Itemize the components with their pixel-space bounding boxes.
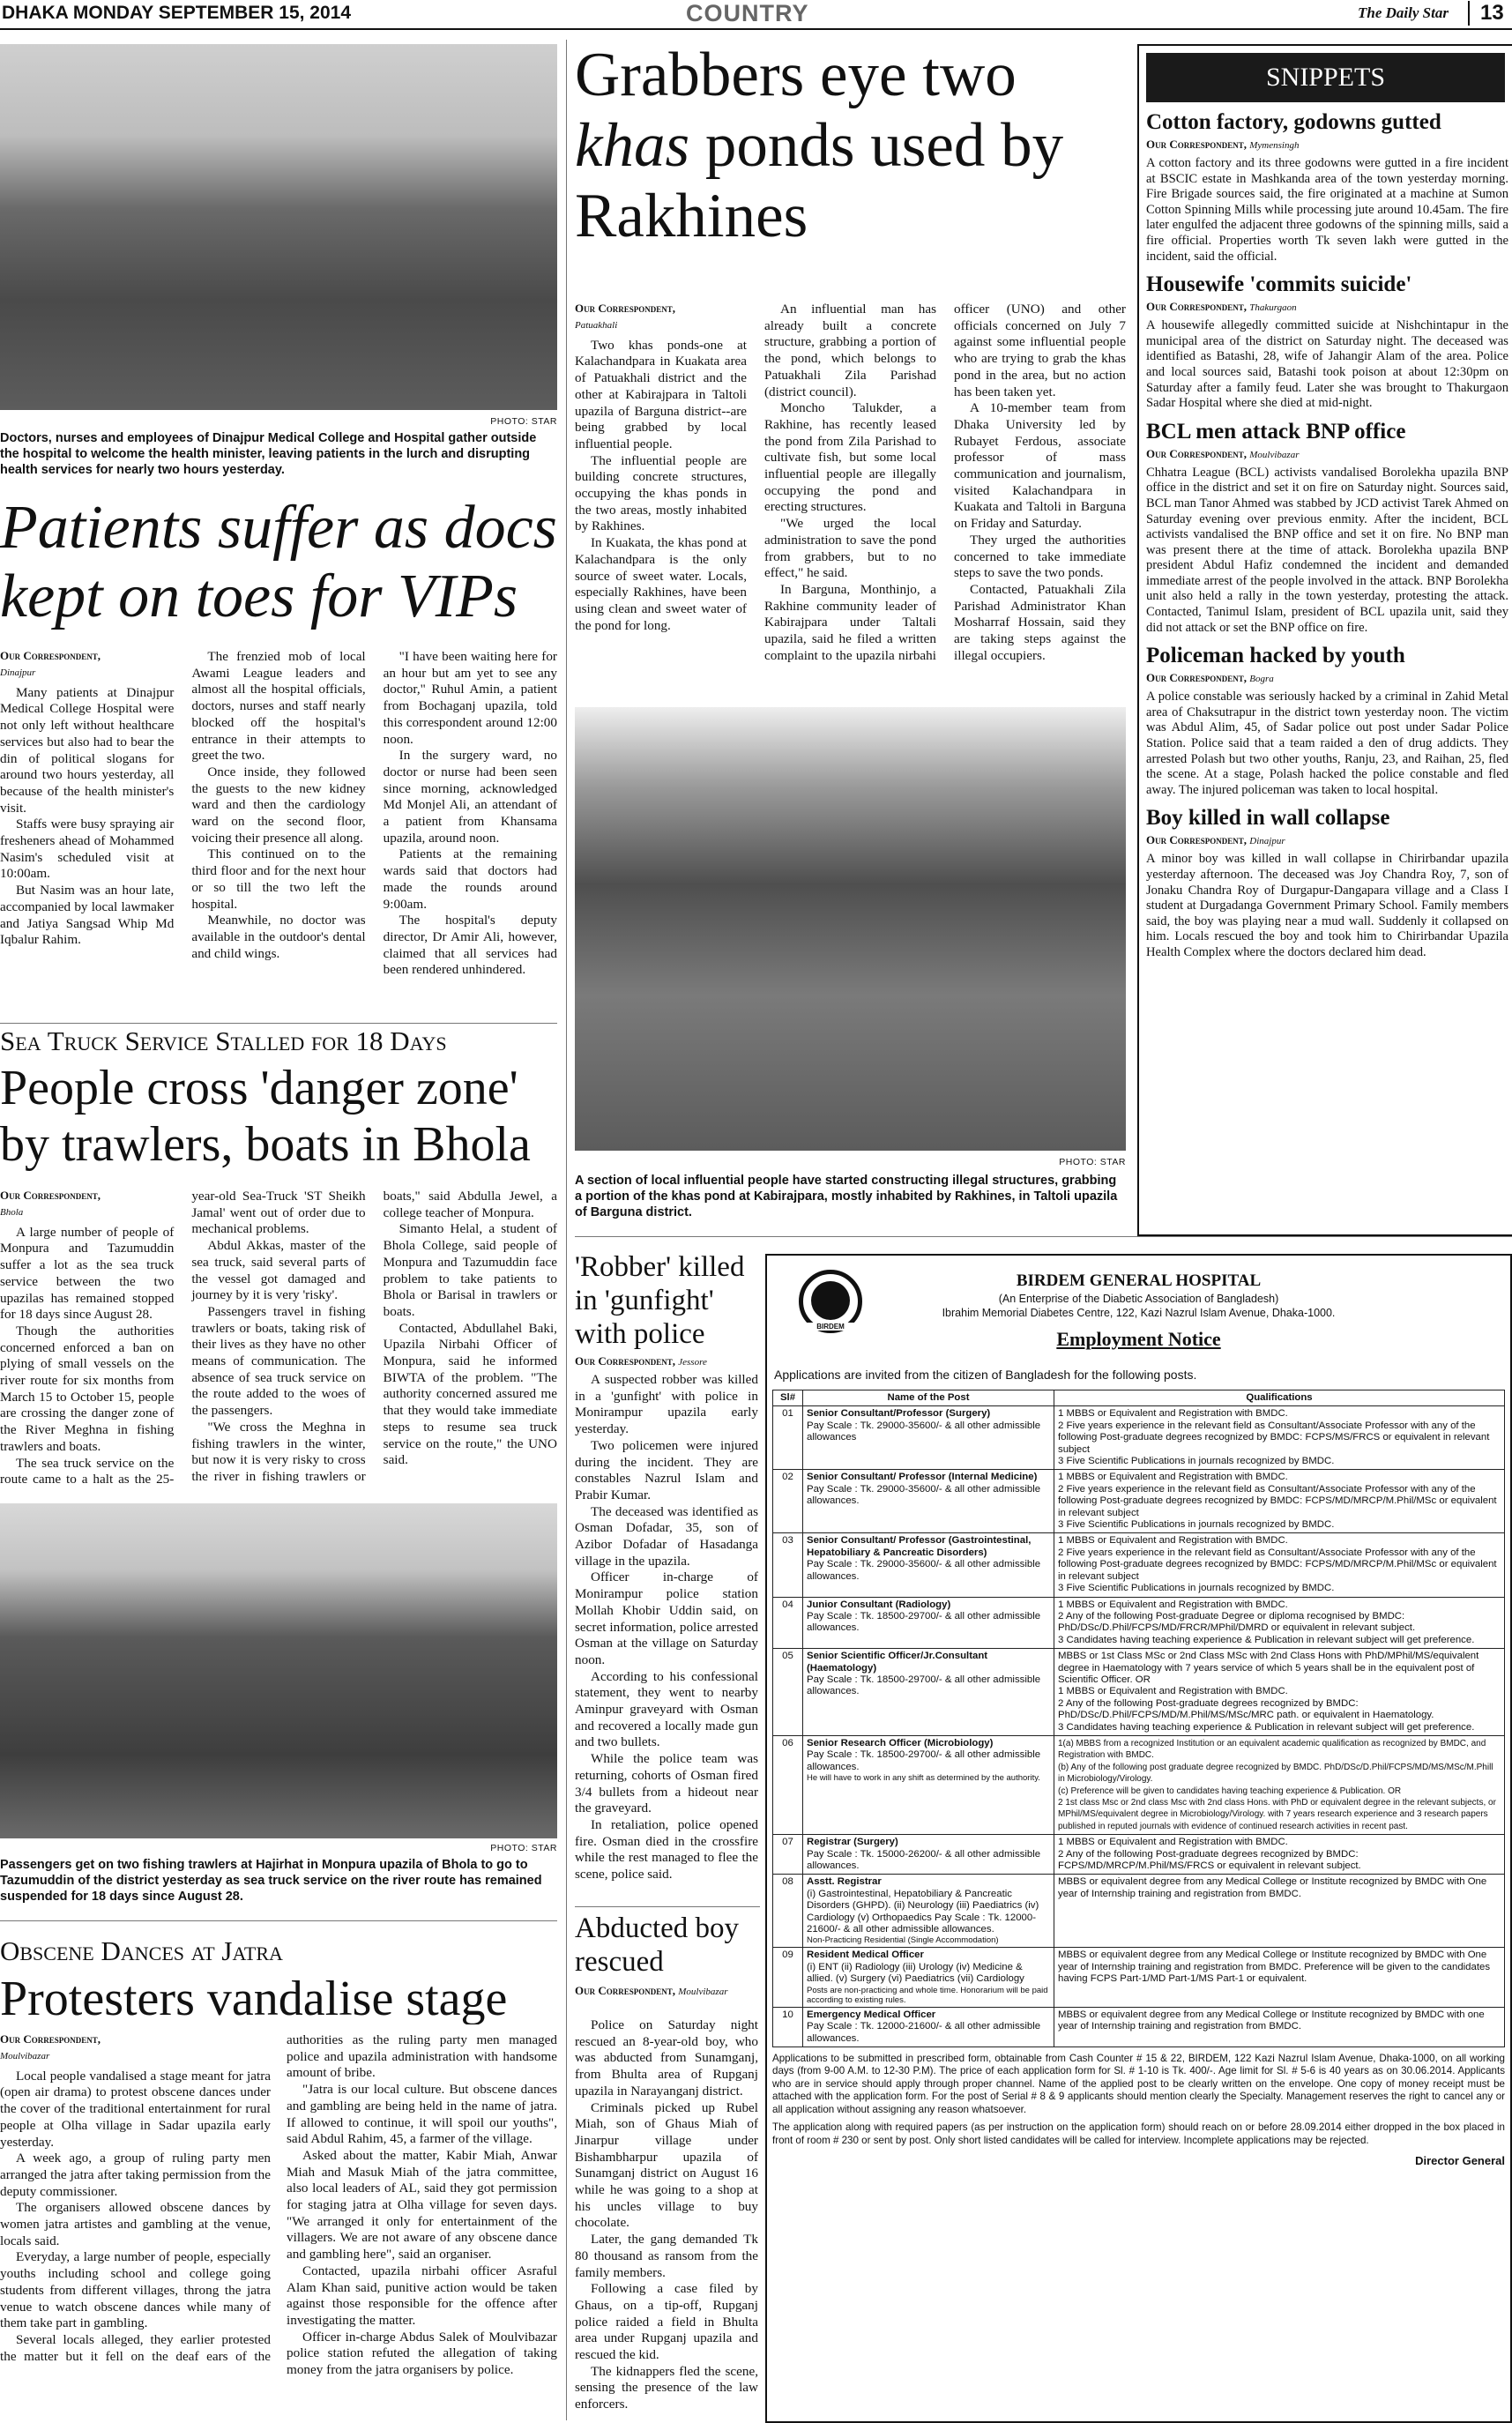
paragraph: The kidnappers fled the scene, sensing the presence of the law enforcers. [575, 2363, 758, 2412]
pay-scale: Pay Scale : Tk. 18500-29700/- & all other admissible allowances. [807, 1749, 1041, 1772]
kicker-bhola: Sea Truck Service Stalled for 18 Days [0, 1025, 447, 1056]
row-sl: 02 [773, 1470, 803, 1533]
pay-scale: Pay Scale : Tk. 29000-35600/- & all other admissible allowances [807, 1420, 1041, 1443]
byline: Our Correspondent, Moulvibazar [1146, 446, 1300, 460]
row-post [803, 1735, 1054, 1834]
paragraph: A week ago, a group of ruling party men arranged the jatra after taking permission from the deputy commissioner. [0, 2151, 271, 2199]
section-title: COUNTRY [686, 0, 809, 26]
paragraph: Staffs were busy spraying air fresheners ahead of Mohammed Nasim's scheduled visit at 10:00am. [0, 816, 175, 882]
pay-scale: Pay Scale : Tk. 18500-29700/- & all other admissible allowances. [807, 1674, 1041, 1697]
qualification-item: 1 MBBS or Equivalent and Registration with BMDC. [1058, 1535, 1288, 1547]
row-sl: 10 [773, 2007, 803, 2047]
byline: Our Correspondent, Moulvibazar [575, 1984, 728, 1997]
row-sl: 03 [773, 1533, 803, 1597]
paragraph: They urged the authorities concerned to take immediate steps to save the two ponds. [954, 532, 1126, 581]
table-row [773, 1735, 1505, 1834]
paragraph: Everyday, a large number of people, especially youths including school and college going students from different villages, throng the jatra venue to watch obscene dances while many of them take part in gambling. [0, 2249, 271, 2331]
paragraph: Patients at the remaining wards said that doctors had made the rounds around 9:00am. [383, 846, 557, 912]
col-qual: Qualifications [1054, 1390, 1505, 1406]
ad-intro: Applications are invited from the citizen of Bangladesh for the following posts. [774, 1368, 1197, 1382]
byline: Our Correspondent, Bogra [1146, 671, 1274, 685]
qualification-item: 2 Any of the following Post-graduate degrees recognized by BMDC: FCPS/MD/MRCP/M.Phil/MS/FRCS or equivalent in relevant subject. [1058, 1848, 1361, 1872]
post-name: Senior Consultant/ Professor (Internal Medicine) [807, 1472, 1038, 1483]
table-row [773, 1649, 1505, 1736]
paragraph: According to his confessional statement, they went to nearby Aminpur graveyard with Osman and recovered a locally made gun and two bullets. [575, 1668, 758, 1750]
pay-scale: Pay Scale : Tk. 29000-35600/- & all other admissible allowances. [807, 1483, 1041, 1507]
snippet-text: A housewife allegedly committed suicide at Nishchintapur in the municipal area of the district on Saturday night. The deceased was identified as Batashi, 28, wife of Jahangir Alam of the area. Police and local sources said, Batashi took poison at about 12:30pm on Saturday after a family feud. Later she was brought to Thakurgaon Sadar Hospital where she died at mid-night. [1146, 318, 1508, 411]
headline-robber: 'Robber' killed in 'gunfight' with police [575, 1251, 745, 1350]
dateline: Jessore [678, 1357, 707, 1368]
photo-credit: PHOTO: STAR [1059, 1157, 1126, 1167]
dateline: Moulvibazar [1249, 449, 1300, 460]
ad-sub1: (An Enterprise of the Diabetic Association of Bangladesh) [998, 1293, 1279, 1305]
ad-footer1: Applications to be submitted in prescribed form, obtainable from Cash Counter # 15 & 22, BIRDEM, 122 Kazi Nazrul Islam Avenue, Dhaka-1000, on all working days (from 9-00 A.M. to 12-30 P.M). The price of each application form for Sl. # 1-10 is Tk. 400/-. Age limit for Sl. # 5-6 is 40 years as on 30.06.2014. Applicants who are in service should apply through proper channel. Name of the applied post to be clearly written on the envelope. One copy of money receipt must be attached with the application form. For the post of Serial # 8 & 9 applicants should mention clearly the Specialty. Management reserves the right to cancel any or all application without assigning any reason whatsoever. [772, 2052, 1505, 2115]
row-sl: 07 [773, 1835, 803, 1875]
paragraph: Abdul Akkas, master of the sea truck, said several parts of the vessel got damaged and journey by it is very 'risky'. [191, 1238, 366, 1303]
headline-part: ponds used by Rakhines [575, 111, 1064, 250]
col-post: Name of the Post [803, 1390, 1054, 1406]
paragraph: In Barguna, Monthinjo, a Rakhine community leader of Kabirajpara under Taltali upazila, said he filed a written complaint to the upazila nirbahi officer (UNO) and other officials concerned on July 7 against some influential people who are trying to grab the khas pond in the area, but no action has been taken yet. [764, 302, 1126, 663]
row-post [803, 1533, 1054, 1597]
paragraph: The hospital's deputy director, Dr Amir Ali, however, claimed that all services had been rendered unhindered. [383, 913, 557, 978]
row-qualifications [1054, 1597, 1505, 1649]
dateline: Dinajpur [0, 667, 36, 678]
paragraph: A 10-member team from Dhaka University led by Rubayet Ferdous, associate professor of mass communication and journalism, visited Kalachandpara in Kuakata and Taltoli in Barguna on Friday and Saturday. [954, 400, 1126, 532]
qualification-item: 3 Five Scientific Publications in journals recognized by BMDC. [1058, 1519, 1335, 1531]
row-post [803, 2007, 1054, 2047]
byline: Our Correspondent, Dinajpur [1146, 833, 1285, 847]
qualification-item: (c) Preference will be given to candidates having teaching experience & Publication. OR [1058, 1786, 1402, 1796]
row-post [803, 1875, 1054, 1948]
row-qualifications [1054, 1735, 1505, 1834]
paragraph: "I have been waiting here for an hour but am yet to see any doctor," Ruhul Amin, a patient from Bochaganj upazila, told this correspondent around 12:00 noon. [383, 649, 557, 747]
qualification-item: 2 Any of the following Post-graduate Degree or diploma recognised by BMDC: PhD/DSc/D.Phil/FCPS/MD/FRCR/MPhil/DMRD or equivalent in relevant subject. [1058, 1610, 1416, 1634]
post-name: Senior Scientific Officer/Jr.Consultant (Haematology) [807, 1651, 988, 1674]
qualification-item: 2 1st class Msc or 2nd class Msc with 2nd class Hons. with PhD or equivalent degree in the relevant subjects, or MPhil/MS/equivalent degree in Microbiology/Virology. with 7 years research experience and 3 research papers published in reputed journals with evidence of continued research activities in recent past. [1058, 1798, 1496, 1831]
paragraph: The influential people are building concrete structures, occupying the khas ponds in the two areas, mostly inhabited by Rakhines. [575, 452, 747, 534]
paragraph: "We cross the Meghna in fishing trawlers in the winter, but now it is very risky to cross the river in fishing trawlers or boats," said Abdulla Jewel, a college teacher of Monpura. [191, 1189, 557, 1484]
qualification-item: 1 MBBS or Equivalent and Registration with BMDC. [1058, 1408, 1288, 1420]
ad-sub2: Ibrahim Memorial Diabetes Centre, 122, Kazi Nazrul Islam Avenue, Dhaka-1000. [942, 1307, 1336, 1319]
row-sl: 04 [773, 1597, 803, 1649]
jobs-table [772, 1390, 1505, 2047]
row-sl: 08 [773, 1875, 803, 1948]
paragraph: A large number of people of Monpura and Tazumuddin suffer a lot as the sea truck service between the two upazilas has remained stopped for 18 days since August 28. [0, 1224, 175, 1323]
dateline: Bogra [1249, 674, 1274, 685]
pay-scale: Pay Scale : Tk. 15000-26200/- & all other admissible allowances. [807, 1848, 1041, 1872]
snippets-box [1137, 44, 1512, 1236]
byline: Our Correspondent, Jessore [575, 1354, 707, 1368]
paragraph: The sea truck service on the route came to a halt as the 25-year-old Sea-Truck 'ST Sheikh Jamal' went out of order due to mechanical problems. [0, 1189, 366, 1487]
qualification-item: MBBS or equivalent degree from any Medical College or Institute recognized by BMDC with One year of Internship training and registration from BMDC. Preference will be given to the candidates having FCPS Part-1/MD Part-1/MS Part-1 or equivalent. [1058, 1950, 1491, 1985]
qualification-item: 1 MBBS or Equivalent and Registration with BMDC. [1058, 1472, 1288, 1483]
byline: Our Correspondent, [0, 1189, 101, 1202]
headline-bhola: People cross 'danger zone' by trawlers, boats in Bhola [0, 1061, 531, 1172]
paragraph: While the police team was returning, cohorts of Osman fired 3/4 bullets from a hideout near the graveyard. [575, 1751, 758, 1816]
headline-patients: Patients suffer as docs kept on toes for VIPs [0, 494, 557, 630]
row-qualifications [1054, 2007, 1505, 2047]
photo-caption: Passengers get on two fishing trawlers at Hajirhat in Monpura upazila of Bhola to go to Tazumuddin of the district yesterday as sea truck service on the river route has remained suspended for 18 days since August 28. [0, 1858, 542, 1904]
qualification-item: MBBS or equivalent degree from any Medical College or Institute recognized by BMDC with one year of Internship training and registration from BMDC. [1058, 2009, 1485, 2032]
ad-footer2: The application along with required papers (as per instruction on the application form) should reach on or before 28.09.2014 either dropped in the box placed in front of room # 230 or sent by post. Only short listed candidates will be called for interview. Incomplete applications may be rejected. [772, 2121, 1505, 2146]
pay-scale: Pay Scale : Tk. 18500-29700/- & all other admissible allowances. [807, 1610, 1041, 1634]
post-name: Senior Consultant/Professor (Surgery) [807, 1408, 991, 1420]
dateline: Mymensingh [1249, 140, 1300, 151]
row-qualifications [1054, 1406, 1505, 1470]
row-qualifications [1054, 1875, 1505, 1948]
paragraph: Contacted, upazila nirbahi officer Asraful Alam Khan said, punitive action would be taken against those responsible for the offence after investigating the matter. [287, 2263, 557, 2328]
headline-emphasis: khas [575, 111, 690, 180]
snippet-text: A cotton factory and its three godowns were gutted in a fire incident at BSCIC estate in Mashkanda area of the town yesterday morning. Fire Brigade sources said, the fire originated at a machine at Sumon Cotton Spinning Mills while processing jute around 10.45am. The fire later engulfed the adjacent three godowns of the spinning mills, said a fire official. Properties worth Tk seven lakh were gutted in the incident, said the official. [1146, 156, 1508, 264]
hospital-photo [0, 44, 557, 410]
table-row [773, 2007, 1505, 2047]
row-sl: 01 [773, 1406, 803, 1470]
article-robber [575, 1372, 758, 1901]
snippet-title: Policeman hacked by youth [1146, 644, 1405, 668]
paragraph: This continued on to the third floor and for the next hour or so till the two left the hospital. [191, 846, 366, 912]
pay-scale: (i) Gastrointestinal, Hepatobiliary & Pancreatic Disorders (GHPD). (ii) Neurology (iii) Paediatrics (iv) Cardiology (v) Orthopaedics Pay Scale : Tk. 12000-21600/- & all other admissible allowances. [807, 1888, 1039, 1935]
qualification-item: MBBS or equivalent degree from any Medical College or Institute recognized by BMDC with One year of Internship training and registration from BMDC. [1058, 1876, 1487, 1899]
ad-title: BIRDEM GENERAL HOSPITAL [1016, 1271, 1262, 1290]
paragraph: Contacted, Abdullahel Baki, Upazila Nirbahi Officer of Monpura, said he informed BIWTA of the problem. "The authority concerned assured me that they would take immediate steps to resume sea truck service on the route," the UNO said. [383, 1320, 557, 1468]
article-grabbers [575, 302, 1126, 690]
paragraph: "We urged the local administration to save the pond from grabbers, but to no effect," he said. [764, 516, 936, 581]
photo-credit: PHOTO: STAR [490, 416, 557, 427]
qualification-item: MBBS or 1st Class MSc or 2nd Class MSc with 2nd Class Hons with PhD/MPhil/MS/equivalent degree in Haematology with 7 years service of which 5 years shall be in the equivalent post of Scientific Officer. OR [1058, 1651, 1479, 1685]
paragraph: Though the authorities concerned enforced a ban on plying of small vessels on the river route for six months from March 15 to October 15, people are crossing the danger zone of the River Meghna in fishing trawlers and boats. [0, 1323, 175, 1454]
pay-scale: (i) ENT (ii) Radiology (iii) Urology (iv) Medicine & allied. (v) Surgery (vi) Paediatrics (vii) Cardiology [807, 1961, 1024, 1985]
row-sl: 06 [773, 1735, 803, 1834]
row-post [803, 1835, 1054, 1875]
paragraph: Asked about the matter, Kabir Miah, Anwar Miah and Masuk Miah of the jatra committee, also local leaders of AL, said they got permission for staging jatra at Olha village for seven days. "We arranged it only for entertainment of the villagers. We are not aware of any obscene dance and gambling here", said an organiser. [287, 2147, 557, 2263]
qualification-item: 3 Five Scientific Publications in journals recognized by BMDC. [1058, 1583, 1335, 1594]
post-name: Senior Consultant/ Professor (Gastrointestinal, Hepatobiliary & Pancreatic Disorders) [807, 1535, 1032, 1558]
paragraph: The organisers allowed obscene dances by women jatra artistes and gambling at the venue, locals said. [0, 2200, 271, 2248]
paragraph: Simanto Helal, a student of Bhola College, said people of Monpura and Tazumuddin face problem to take patients to Bhola or Barisal in trawlers or boats. [383, 1221, 557, 1319]
byline: Our Correspondent, Mymensingh [1146, 138, 1300, 151]
paper-logo: The Daily Star [1358, 4, 1449, 21]
post-name: Emergency Medical Officer [807, 2009, 936, 2020]
snippet-title: Housewife 'commits suicide' [1146, 272, 1412, 297]
qualification-item: 2 Any of the following Post-graduate degrees recognized by BMDC: PhD/DSc/D.Phil/FCPS/MD/M.Phil/MS/MSc/MRC path. or equivalent in Haematology. [1058, 1697, 1434, 1721]
paragraph: Later, the gang demanded Tk 80 thousand as ransom from the family members. [575, 2232, 758, 2280]
col-sl: Sl# [773, 1390, 803, 1406]
qualification-item: 2 Five years experience in the relevant field as Consultant/Associate Professor with any of the following Post-graduate degrees recognized by BMDC: FCPS/MD/MRCP/M.Phil/MSc or equivalent in relevant subject [1058, 1547, 1497, 1582]
paragraph: Officer in-charge Abdus Salek of Moulvibazar police station refuted the allegation of taking money from the jatra organisers by police. [287, 2329, 557, 2378]
byline: Our Correspondent, [0, 649, 101, 662]
dateline: Dinajpur [1249, 836, 1285, 847]
row-qualifications [1054, 1533, 1505, 1597]
paragraph: Meanwhile, no doctor was available in the outdoor's dental and child wings. [191, 913, 366, 961]
table-row [773, 1835, 1505, 1875]
masthead [0, 0, 1512, 30]
qualification-item: 3 Five Scientific Publications in journals recognized by BMDC. [1058, 1456, 1335, 1467]
row-post [803, 1470, 1054, 1533]
photo-caption: A section of local influential people have started constructing illegal structures, grabbing a portion of the khas pond at Kabirajpara, mostly inhabited by Rakhines, in Taltoli upazila of Barguna district. [575, 1174, 1118, 1219]
qualification-item: 3 Candidates having teaching experience & Publication in relevant subject will get preference. [1058, 1721, 1475, 1733]
paragraph: Passengers travel in fishing trawlers or boats, taking risk of their lives as they have no other means of communication. The absence of sea truck service on the route added to the woes of the passengers. [191, 1303, 366, 1419]
qualification-item: 1 MBBS or Equivalent and Registration with BMDC. [1058, 1599, 1288, 1610]
paragraph: Contacted, Patuakhali Zila Parishad Administrator Khan Mosharraf Hossain, said they are taking steps against the illegal occupiers. [954, 581, 1126, 663]
snippet-title: Boy killed in wall collapse [1146, 806, 1390, 831]
table-row [773, 1597, 1505, 1649]
row-post [803, 1406, 1054, 1470]
ad-signature: Director General [1415, 2154, 1505, 2168]
paragraph: Once inside, they followed the guests to the new kidney ward and then the cardiology ward on the second floor, voicing their presence all along. [191, 764, 366, 846]
row-post [803, 1649, 1054, 1736]
paragraph: But Nasim was an hour late, accompanied by local lawmaker and Jatiya Sangsad Whip Md Iqbalur Rahim. [0, 883, 175, 948]
qualification-item: 1 MBBS or Equivalent and Registration with BMDC. [1058, 1686, 1288, 1697]
byline: Our Correspondent, [575, 302, 676, 315]
paragraph: The frenzied mob of local Awami League leaders and almost all the hospital officials, doctors, nurses and staff nearly blocked off the hospital's entrance in their attempts to greet the two. [191, 649, 366, 764]
article-jatra [0, 2032, 557, 2423]
paragraph: Local people vandalised a stage meant for jatra (open air drama) to protest obscene dances under the cover of the traditional entertainment for rural people at Olha village in Sadar upazila early yesterday. [0, 2068, 271, 2150]
post-name: Asstt. Registrar [807, 1876, 882, 1888]
post-name: Resident Medical Officer [807, 1950, 924, 1961]
table-row [773, 1533, 1505, 1597]
post-name: Junior Consultant (Radiology) [807, 1599, 951, 1610]
kicker-jatra: Obscene Dances at Jatra [0, 1935, 283, 1966]
row-post [803, 1597, 1054, 1649]
qualification-item: 1(a) MBBS from a recognized Institution or an equivalent academic qualification as recognized by BMDC, and Registration with BMDC. [1058, 1738, 1486, 1761]
headline-grabbers [575, 40, 1139, 251]
paragraph: The deceased was identified as Osman Dofadar, 35, son of Azibor Dofadar of Hasadanga village in the upazila. [575, 1503, 758, 1569]
qualification-item: 2 Five years experience in the relevant field as Consultant/Associate Professor with any of the following Post-graduate degrees recognized by BMDC: FCPS/MD/MRCP/M.Phil/MSc or equivalent in relevant subject [1058, 1483, 1497, 1518]
row-qualifications [1054, 1835, 1505, 1875]
ad-notice: Employment Notice [1056, 1328, 1221, 1350]
row-post [803, 1948, 1054, 2007]
photo-caption: Doctors, nurses and employees of Dinajpur Medical College and Hospital gather outside the hospital to welcome the health minister, leaving patients in the lurch and disrupting health services for nearly two hours yesterday. [0, 431, 537, 477]
table-row [773, 1948, 1505, 2007]
post-name: Registrar (Surgery) [807, 1837, 898, 1848]
paragraph: In Kuakata, the khas pond at Kalachandpara is the only source of sweet water. Locals, especially Rakhines, have been using clean and sweet water of the pond for long. [575, 535, 747, 633]
paragraph: Two khas ponds-one at Kalachandpara in Kuakata area of Patuakhali district and the other at Kabirajpara in Taltoli upazila of Barguna district--are being grabbed by local influential people. [575, 337, 747, 451]
paragraph: An influential man has already built a concrete structure, grabbing a portion of the pond, which belongs to Patuakhali Zila Parishad (district council). [764, 302, 936, 399]
qualification-item: 3 Candidates having teaching experience & Publication in relevant subject will get preference. [1058, 1634, 1475, 1645]
row-qualifications [1054, 1948, 1505, 2007]
pay-scale: Pay Scale : Tk. 29000-35600/- & all other admissible allowances. [807, 1559, 1041, 1582]
pond-photo [575, 707, 1126, 1151]
headline-jatra: Protesters vandalise stage [0, 1973, 508, 2024]
qualification-item: (b) Any of the following post graduate degree recognized by BMDC. PhD/DSc/D.Phil/FCPS/MD/MS/MSc/M.Phill in Microbiology/Virology. [1058, 1762, 1493, 1785]
dateline: Moulvibazar [678, 1987, 728, 1997]
snippet-text: A minor boy was killed in wall collapse in Chirirbandar upazila yesterday afternoon. The deceased was Joy Chandra Roy, 7, son of Jonaku Chandra Roy of Durgapur-Dangapara village and a Class I student at Durgadanga Government Primary School. Family members said, the boy was playing near a mud wall. Suddenly it collapsed on him. Locals rescued the boy and took him to Chirirbandar Upazila Health Complex where the doctors declared him dead. [1146, 852, 1508, 959]
row-qualifications [1054, 1470, 1505, 1533]
dateline: Bhola [0, 1207, 24, 1218]
post-note: He will have to work in any shift as determined by the authority. [807, 1773, 1040, 1784]
paragraph: A suspected robber was killed in a 'gunfight' with police in Monirampur upazila early yesterday. [575, 1372, 758, 1437]
post-name: Senior Research Officer (Microbiology) [807, 1737, 994, 1748]
paragraph: In retaliation, police opened fire. Osman died in the crossfire while the rest managed to flee the scene, police said. [575, 1816, 758, 1882]
byline: Our Correspondent, [0, 2032, 101, 2046]
birdem-advert [765, 1254, 1512, 2423]
pay-scale: Pay Scale : Tk. 12000-21600/- & all other admissible allowances. [807, 2021, 1041, 2044]
snippets-title: SNIPPETS [1146, 53, 1505, 102]
article-abducted [575, 2017, 758, 2423]
paragraph: Several locals alleged, they earlier protested the matter but it fell on the deaf ears of the authorities as the ruling party men managed police and upazila administration with handsome amount of bribe. [0, 2032, 557, 2364]
row-sl: 09 [773, 1948, 803, 2007]
photo-credit: PHOTO: STAR [490, 1843, 557, 1853]
article-bhola [0, 1189, 557, 1488]
paragraph: Following a case filed by Ghaus, on a tip-off, Rupganj police raided a field in Bhulta area under Rupganj upazila and rescued the kid. [575, 2281, 758, 2363]
post-note: Posts are non-practicing and whole time. Honorarium will be paid according to existing rules. [807, 1985, 1048, 2005]
table-row [773, 1406, 1505, 1470]
paragraph: Moncho Talukder, a Rakhine, has recently leased the pond from Zila Parishad to cultivate fish, but some local influential people are illegally occupying the pond and erecting structures. [764, 400, 936, 515]
article-patients [0, 649, 557, 1012]
row-qualifications [1054, 1649, 1505, 1736]
table-row [773, 1470, 1505, 1533]
header-date: DHAKA MONDAY SEPTEMBER 15, 2014 [2, 3, 352, 23]
paragraph: Police on Saturday night rescued an 8-year-old boy, who was abducted from Sunamganj, from Bhulta area of Rupganj upazila in Narayanganj district. [575, 2017, 758, 2099]
paragraph: Officer in-charge of Monirampur police station Mollah Khobir Uddin said, on secret information, police arrested Osman at the village on Saturday noon. [575, 1569, 758, 1667]
table-row [773, 1875, 1505, 1948]
row-sl: 05 [773, 1649, 803, 1736]
headline-part: Grabbers eye two [575, 41, 1017, 109]
headline-abducted: Abducted boy rescued [575, 1912, 740, 1978]
dateline: Moulvibazar [0, 2051, 50, 2061]
paragraph: Many patients at Dinajpur Medical College Hospital were not only left without healthcare services but also had to bear the din of political slogans for around two hours yesterday, all because of the health minister's visit. [0, 684, 175, 816]
snippet-title: Cotton factory, godowns gutted [1146, 110, 1441, 134]
dateline: Patuakhali [575, 320, 618, 331]
logo-text: BIRDEM [803, 1323, 858, 1331]
post-note: Non-Practicing Residential (Single Accommodation) [807, 1935, 999, 1946]
dateline: Thakurgaon [1249, 302, 1297, 314]
page-number: 13 [1468, 1, 1504, 26]
paragraph: Two policemen were injured during the incident. They are constables Nazrul Islam and Prabir Kumar. [575, 1437, 758, 1502]
paragraph: "Jatra is our local culture. But obscene dances and gambling are being held in the name of jatra. If allowed to continue, it will spoil our youths", said Abdul Rahim, 45, a farmer of the village. [287, 2082, 557, 2147]
paragraph: In the surgery ward, no doctor or nurse had been seen since morning, acknowledged Md Monjel Ali, an attendant of a patient from Khansama upazila, around noon. [383, 748, 557, 846]
snippet-text: A police constable was seriously hacked by a criminal in Zahid Metal area of Chaksutrapur in the district town yesterday noon. The victim was Abdul Alim, 45, of Sadar police out post under Sadar Police Station. Police said that a team raided a den of drug addicts. They arrested Polash but two other youths, Ranju, 23, and Raihan, 25, fled the scene. At a stage, Polash hacked the police constable and fled away. The injured policeman was taken to local hospital. [1146, 690, 1508, 797]
snippet-title: BCL men attack BNP office [1146, 419, 1406, 444]
trawler-photo [0, 1503, 557, 1838]
snippet-text: Chhatra League (BCL) activists vandalised Borolekha upazila BNP office in the district and set it on fire on Saturday night. Sources said, BCL man Tanor Ahmed was stabbed by JCD activist Tarek Ahmed on Saturday evening over previous enmity. After the incident, BCL activists vandalised the BNP office and set it on fire. No BNP man was present there at the time of attack. Borolekha upazila BNP president Abdul Hafiz condemned the incident and demanded immediate arrest of the people involved in the attack. BNP Borolekha unit also held a rally in the town yesterday, protesting the attack. Contacted, Tanimul Islam, president of BCL upazila unit, said they did not attack or set the BNP office on fire. [1146, 465, 1508, 635]
qualification-item: 2 Five years experience in the relevant field as Consultant/Associate Professor with any of the following Post-graduate degrees recognized by BMDC: FCPS/MS/FRCS or equivalent in relevant subject [1058, 1420, 1490, 1455]
qualification-item: 1 MBBS or Equivalent and Registration with BMDC. [1058, 1837, 1288, 1848]
paragraph: Criminals picked up Rubel Miah, son of Ghaus Miah of Jinarpur village under Bishambharpur upazila of Sunamganj district on August 16 while he was going to a shop at his uncles village to buy chocolate. [575, 2099, 758, 2231]
byline: Our Correspondent, Thakurgaon [1146, 300, 1297, 314]
